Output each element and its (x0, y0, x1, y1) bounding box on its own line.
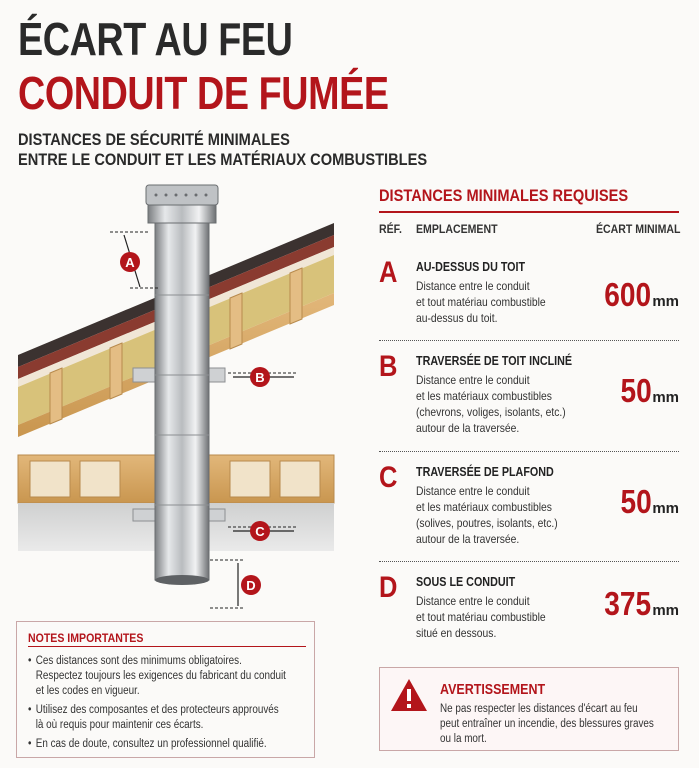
marker-b (250, 367, 270, 387)
page-subtitle (18, 130, 427, 170)
row-separator (379, 561, 679, 562)
warning-box (379, 667, 679, 751)
svg-text:C: C (255, 524, 265, 539)
marker-d (241, 575, 261, 595)
table-title-rule (379, 211, 679, 213)
row-value: 375mm (604, 585, 679, 622)
row-name: TRAVERSÉE DE TOIT INCLINÉ (416, 354, 573, 368)
row-name: SOUS LE CONDUIT (416, 575, 516, 589)
row-name: TRAVERSÉE DE PLAFOND (416, 465, 554, 479)
row-description: Distance entre le conduit et les matériaux combustibles (chevrons, voliges, isolants, etc.) autour de la traversée. (416, 373, 566, 435)
svg-text:D: D (246, 578, 256, 593)
table-row (379, 350, 679, 458)
notes-title-rule (28, 646, 306, 647)
subtitle-line-2: ENTRE LE CONDUIT ET LES MATÉRIAUX COMBUSTIBLES (18, 150, 428, 169)
chimney-clearance-diagram (0, 175, 372, 615)
page-title-accent: CONDUIT DE FUMÉE (18, 67, 389, 119)
row-value: 600mm (604, 276, 679, 313)
notes-title: NOTES IMPORTANTES (28, 631, 144, 645)
list-item: • En cas de doute, consultez un professionnel qualifié. (28, 737, 286, 752)
table-row (379, 461, 679, 561)
rain-cap (148, 205, 216, 223)
row-name: AU-DESSUS DU TOIT (416, 260, 526, 274)
row-ref: B (379, 350, 398, 383)
important-notes-box (16, 621, 315, 758)
row-value: 50mm (620, 372, 679, 409)
table-row (379, 571, 679, 651)
page-title: ÉCART AU FEU (18, 13, 293, 65)
header-ref: RÉF. (379, 222, 402, 236)
row-description: Distance entre le conduit et tout matériau combustible au-dessus du toit. (416, 279, 546, 325)
table-title: DISTANCES MINIMALES REQUISES (379, 186, 629, 205)
row-value: 50mm (620, 483, 679, 520)
table-row (379, 256, 679, 344)
row-separator (379, 451, 679, 452)
row-separator (379, 340, 679, 341)
marker-a (120, 252, 140, 272)
subtitle-line-1: DISTANCES DE SÉCURITÉ MINIMALES (18, 130, 290, 149)
list-item: • Ces distances sont des minimums obligatoires. Respectez toujours les exigences du fabricant du conduit et les codes en vigueur. (28, 654, 286, 699)
chimney-pipe (146, 185, 218, 585)
header-minimum: ÉCART MINIMAL (596, 222, 681, 236)
row-ref: A (379, 256, 398, 289)
header-location: EMPLACEMENT (416, 222, 498, 236)
marker-c (250, 521, 270, 541)
row-description: Distance entre le conduit et tout matériau combustible situé en dessous. (416, 594, 546, 640)
row-description: Distance entre le conduit et les matériaux combustibles (solives, poutres, isolants, etc.) autour de la traversée. (416, 484, 558, 546)
row-ref: C (379, 461, 398, 494)
list-item: • Utilisez des composantes et des protecteurs approuvés là où requis pour maintenir ces écarts. (28, 703, 286, 733)
svg-text:A: A (125, 255, 135, 270)
svg-text:B: B (255, 370, 265, 385)
notes-list (28, 654, 286, 756)
row-ref: D (379, 571, 398, 604)
warning-title: AVERTISSEMENT (440, 682, 546, 698)
warning-text: Ne pas respecter les distances d'écart au feu peut entraîner un incendie, des blessures graves ou la mort. (440, 703, 654, 745)
warning-triangle-icon (390, 678, 428, 712)
